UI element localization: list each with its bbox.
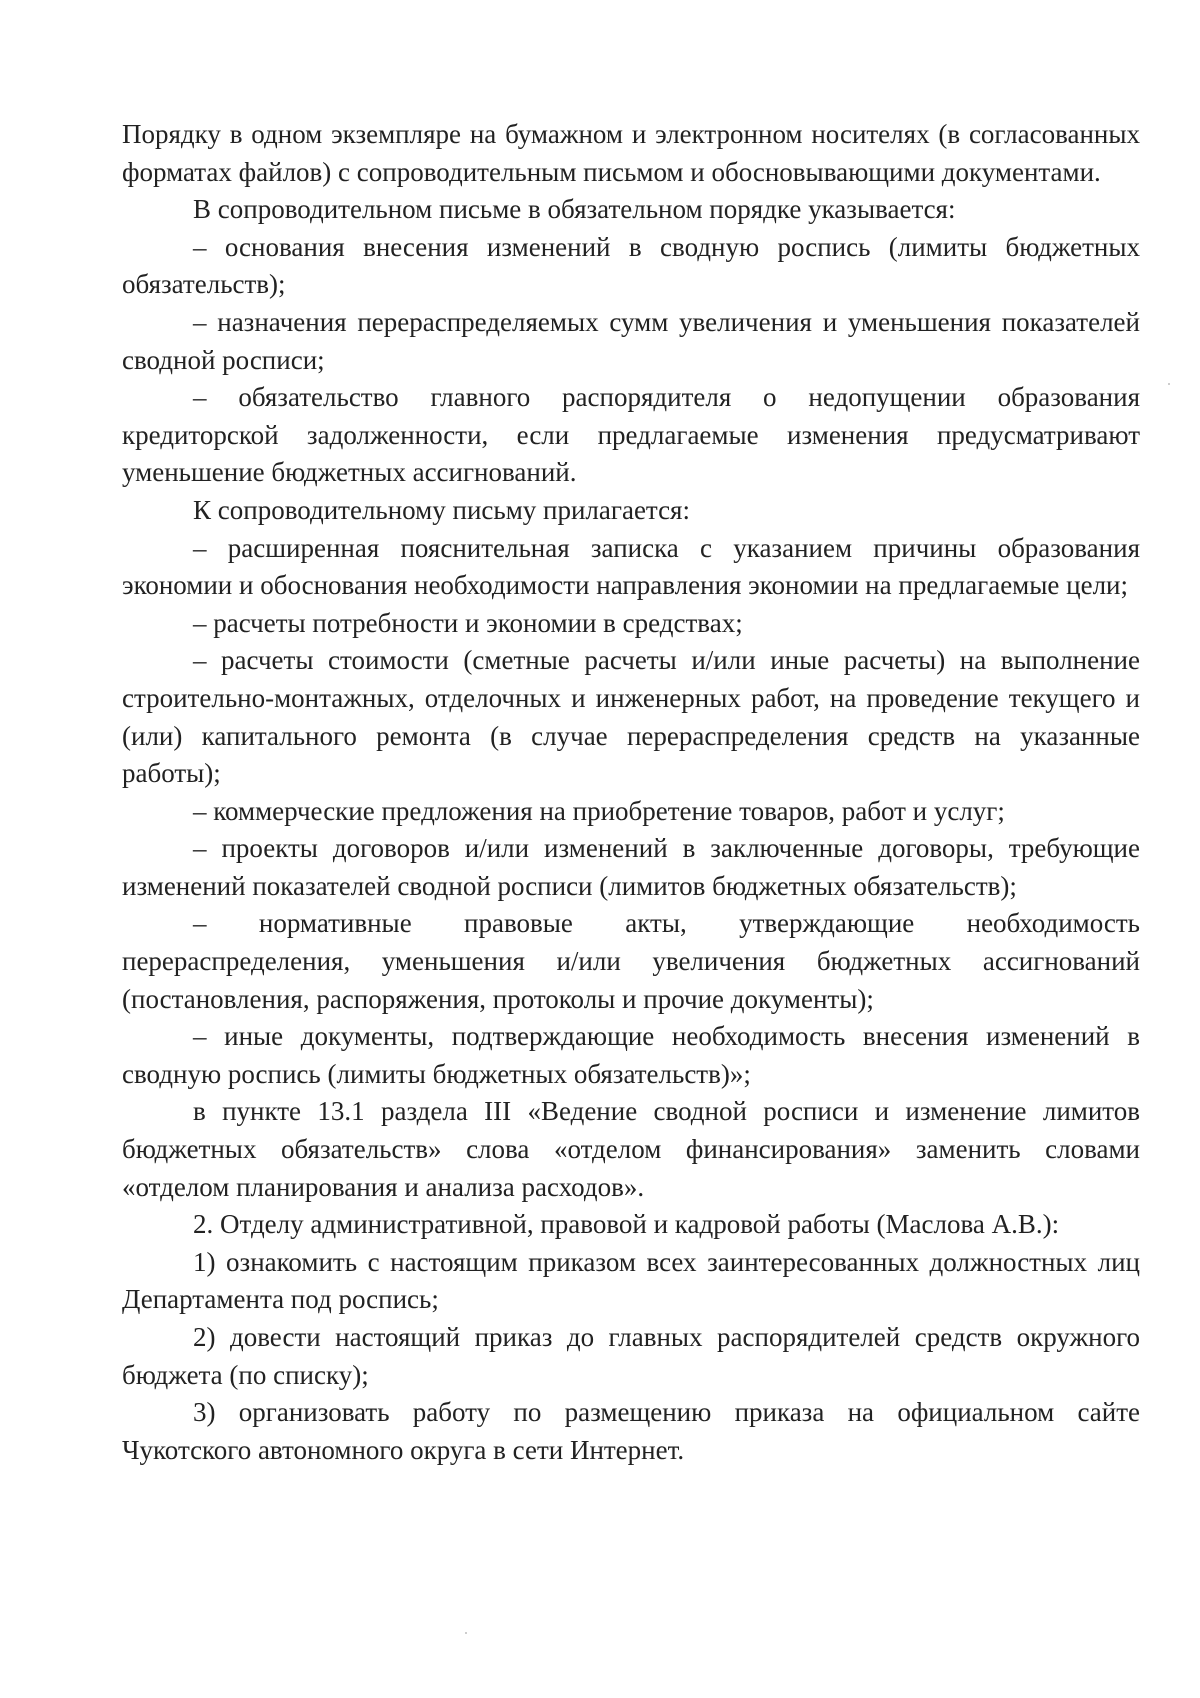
paragraph-12: – нормативные правовые акты, утверждающие необходимость перераспределения, уменьшения и/или увеличения бюджетных ассигнований (постановления, распоряжения, протоколы и прочие документы); xyxy=(122,908,1140,1014)
paragraph-6: К сопроводительному письму прилагается: xyxy=(193,494,690,525)
document-body xyxy=(122,116,1140,1469)
paragraph-4: – назначения перераспределяемых сумм увеличения и уменьшения показателей сводной росписи; xyxy=(122,306,1140,375)
paragraph-8: – расчеты потребности и экономии в средствах; xyxy=(193,607,743,638)
paragraph-11: – проекты договоров и/или изменений в заключенные договоры, требующие изменений показателей сводной росписи (лимитов бюджетных обязательств); xyxy=(122,833,1140,901)
paragraph-5: – обязательство главного распорядителя о недопущении образования кредиторской задолженности, если предлагаемые изменения предусматривают уменьшение бюджетных ассигнований. xyxy=(122,382,1140,488)
paragraph-10: – коммерческие предложения на приобретение товаров, работ и услуг; xyxy=(193,795,1005,826)
scan-speck xyxy=(1168,383,1170,385)
paragraph-2: В сопроводительном письме в обязательном порядке указывается: xyxy=(193,194,956,225)
paragraph-13: – иные документы, подтверждающие необходимость внесения изменений в сводную роспись (лимиты бюджетных обязательств)»; xyxy=(122,1021,1140,1089)
scan-speck xyxy=(465,1632,467,1634)
paragraph-15: 2. Отделу административной, правовой и кадровой работы (Маслова А.В.): xyxy=(193,1209,1060,1240)
paragraph-17: 2) довести настоящий приказ до главных распорядителей средств окружного бюджета (по списку); xyxy=(122,1322,1140,1390)
paragraph-9: – расчеты стоимости (сметные расчеты и/или иные расчеты) на выполнение строительно-монтажных, отделочных и инженерных работ, на проведение текущего и (или) капитального ремонта (в случае перераспределения средств на указанные работы); xyxy=(122,645,1140,789)
paragraph-1: Порядку в одном экземпляре на бумажном и электронном носителях (в согласованных форматах файлов) с сопроводительным письмом и обосновывающими документами. xyxy=(122,119,1140,187)
paragraph-16: 1) ознакомить с настоящим приказом всех заинтересованных должностных лиц Департамента под роспись; xyxy=(122,1246,1140,1315)
paragraph-3: – основания внесения изменений в сводную роспись (лимиты бюджетных обязательств); xyxy=(122,231,1140,300)
paragraph-18: 3) организовать работу по размещению приказа на официальном сайте Чукотского автономного округа в сети Интернет. xyxy=(122,1397,1140,1465)
paragraph-14: в пункте 13.1 раздела III «Ведение сводной росписи и изменение лимитов бюджетных обязательств» слова «отделом финансирования» заменить словами «отделом планирования и анализа расходов». xyxy=(122,1096,1140,1202)
paragraph-7: – расширенная пояснительная записка с указанием причины образования экономии и обоснования необходимости направления экономии на предлагаемые цели; xyxy=(122,532,1140,601)
